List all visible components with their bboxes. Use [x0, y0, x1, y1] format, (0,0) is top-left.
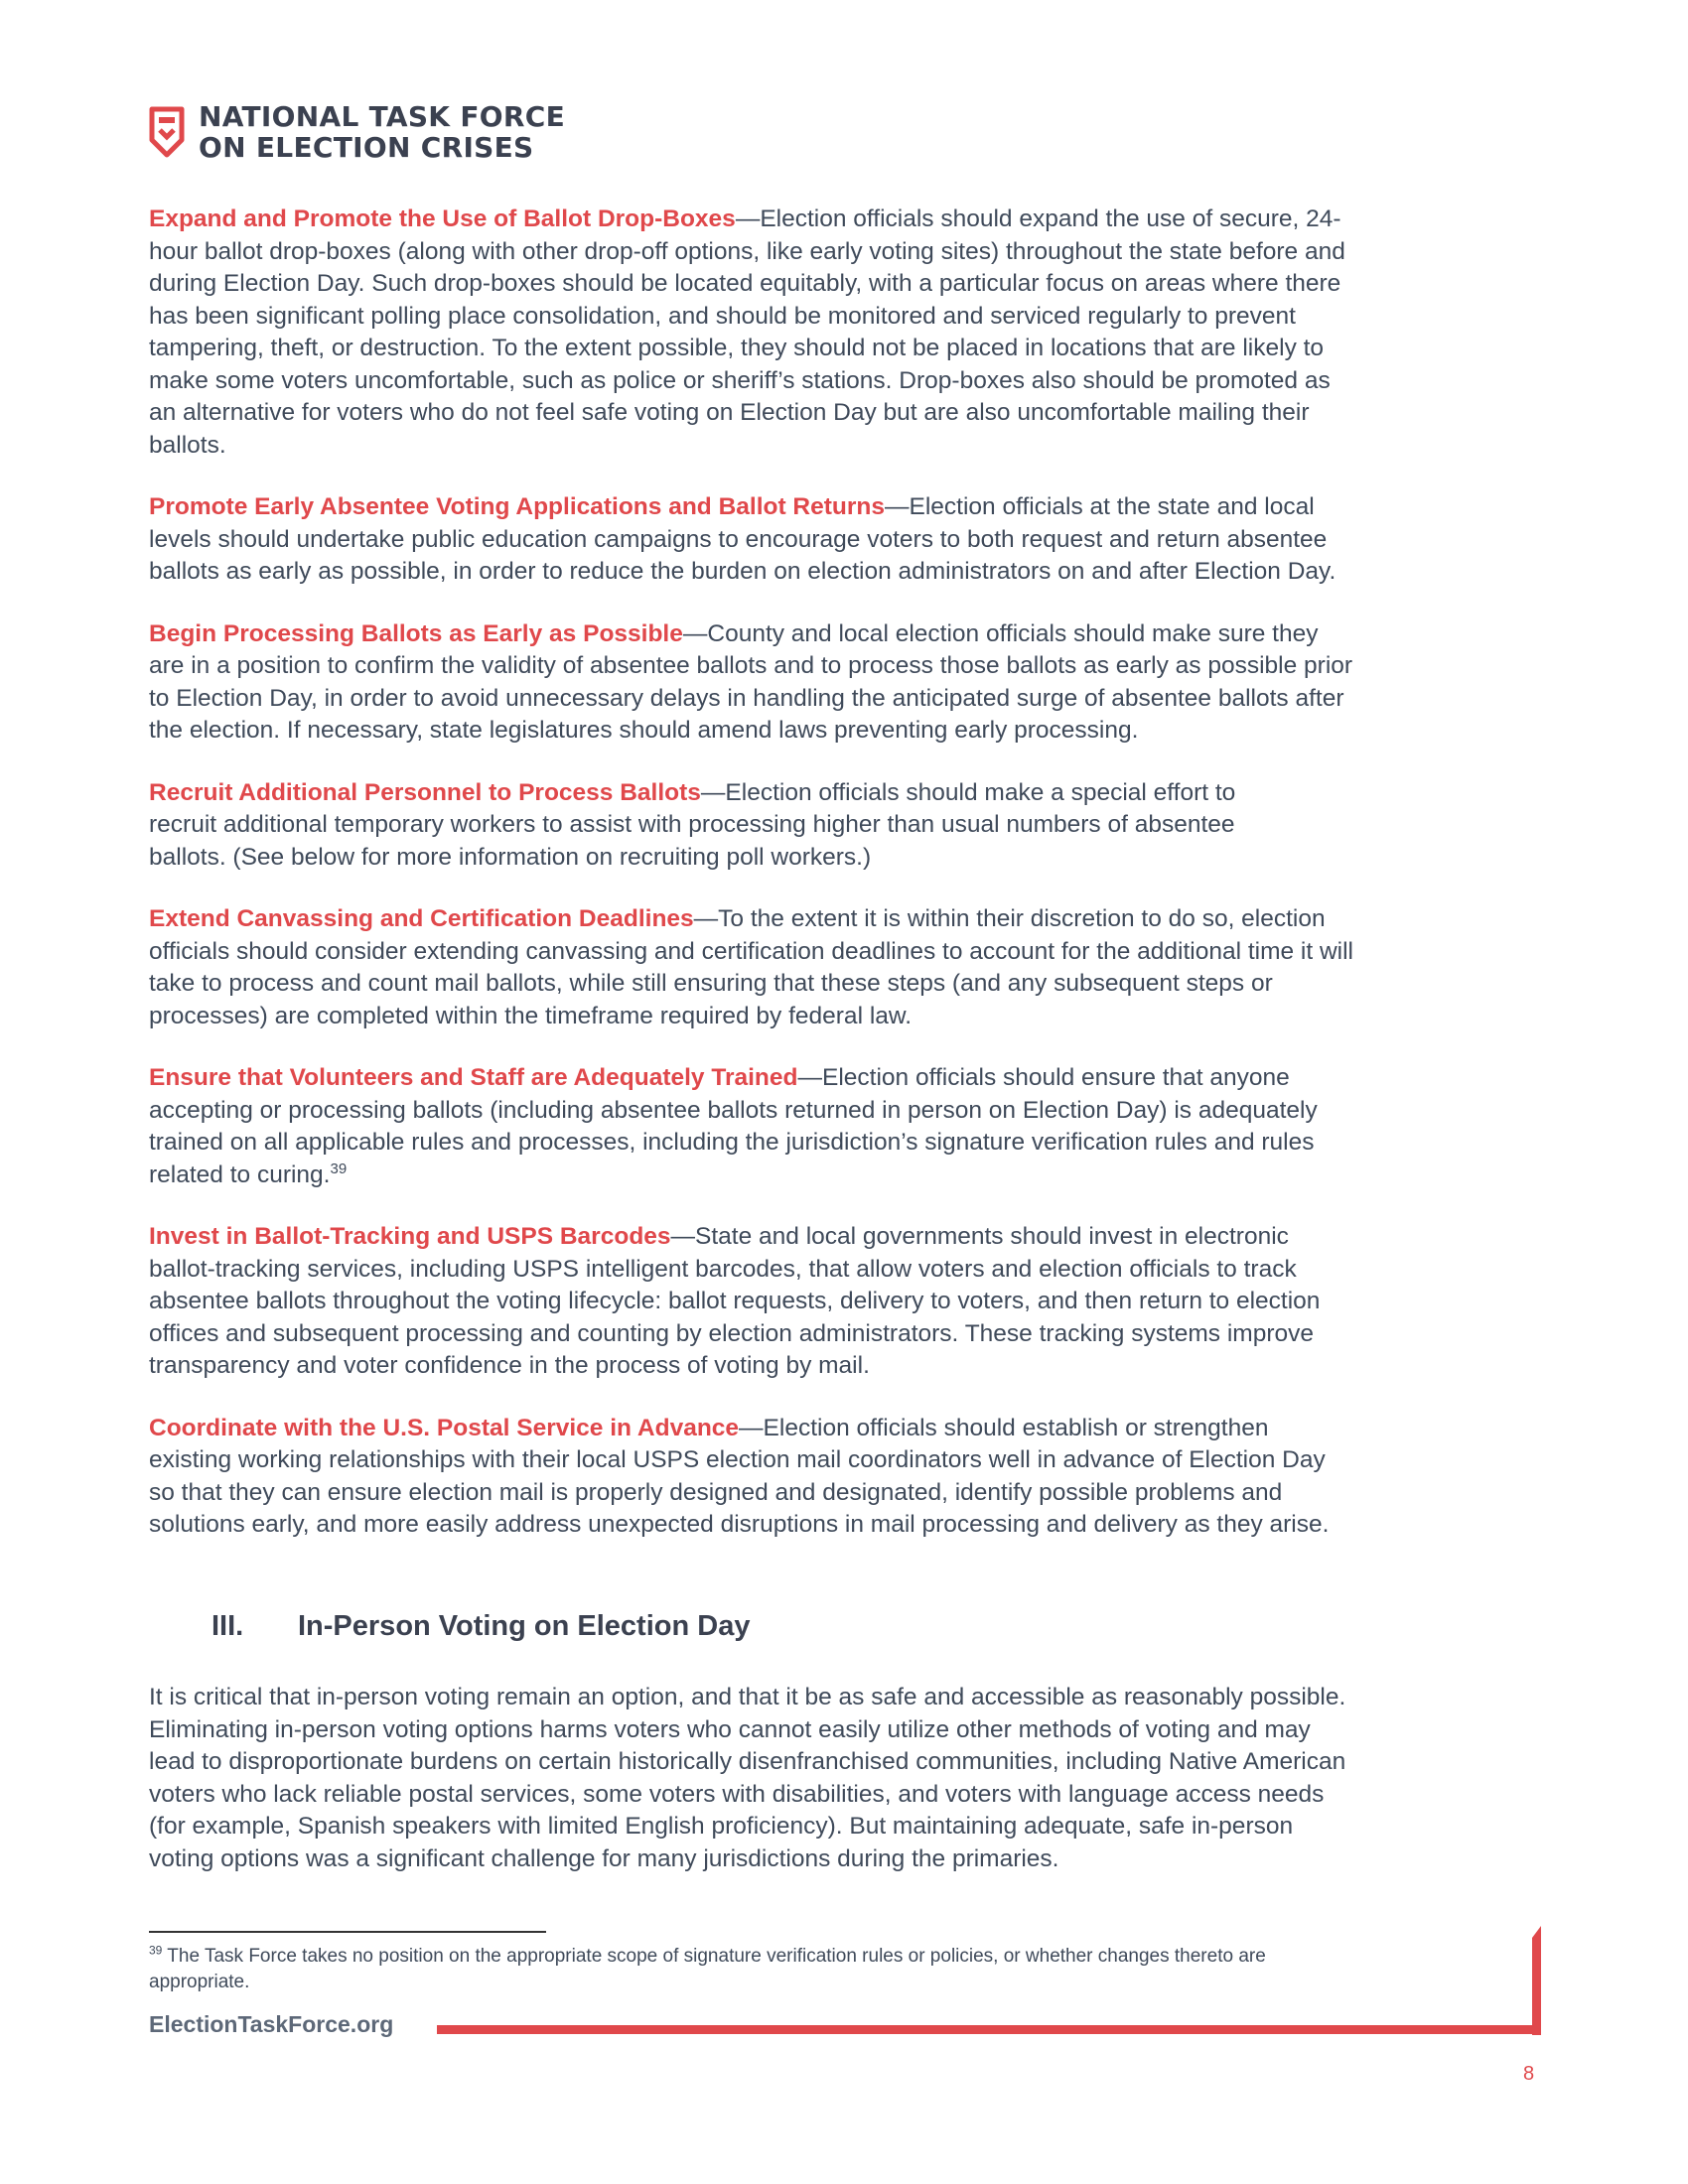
- section-number: III.: [211, 1610, 244, 1642]
- recommendation-body: —Election officials should expand the use of secure, 24- hour ballot drop-boxes (along with other drop-off options, like early voting sites) throughout the state before and during Election Day. Such drop-boxes should be located equitably, with a particular focus on areas where there has been significant polling place consolidation, and should be monitored and serviced regularly to prevent tampering, theft, or destruction. To the extent possible, they should not be placed in locations that are likely to make some voters uncomfortable, such as police or sheriff’s stations. Drop-boxes also should be promoted as an alternative for voters who do not feel safe voting on Election Day but are also uncomfortable mailing their ballots.: [149, 205, 1345, 459]
- recommendation-early-absentee: [149, 491, 1529, 589]
- recommendation-early-processing: [149, 618, 1529, 748]
- recommendation-usps-coordination: [149, 1413, 1529, 1542]
- recommendation-body: —Election officials should make a special effort to recruit additional temporary workers to assist with processing higher than usual numbers of absentee ballots. (See below for more information on recruiting poll workers.): [149, 778, 1236, 871]
- recommendations-list: [149, 204, 1529, 1571]
- recommendation-training: [149, 1062, 1529, 1191]
- recommendation-body: —State and local governments should invest in electronic ballot-tracking services, including USPS intelligent barcodes, that allow voters and election officials to track absentee ballots throughout the voting lifecycle: ballot requests, delivery to voters, and then return to election offices and subsequent processing and counting by election administrators. These tracking systems improve transparency and voter confidence in the process of voting by mail.: [149, 1223, 1321, 1379]
- section-heading: [211, 1610, 750, 1643]
- recommendation-title: Invest in Ballot-Tracking and USPS Barcodes: [149, 1223, 671, 1250]
- org-logo: [147, 101, 565, 163]
- recommendation-extend-deadlines: [149, 903, 1529, 1032]
- footnote-text: The Task Force takes no position on the appropriate scope of signature verification rules or policies, or whether changes thereto are appropriate.: [149, 1946, 1266, 1992]
- recommendation-body: —County and local election officials should make sure they are in a position to confirm the validity of absentee ballots and to process those ballots as early as possible prior to Election Day, in order to avoid unnecessary delays in handling the anticipated surge of absentee ballots after the election. If necessary, state legislatures should amend laws preventing early processing.: [149, 619, 1353, 744]
- section-title: In-Person Voting on Election Day: [298, 1610, 751, 1642]
- recommendation-body: —Election officials should ensure that anyone accepting or processing ballots (including absentee ballots returned in person on Election Day) is adequately trained on all applicable rules and processes, including the jurisdiction’s signature verification rules and rules related to curing.: [149, 1064, 1318, 1188]
- recommendation-title: Coordinate with the U.S. Postal Service in Advance: [149, 1414, 740, 1441]
- page-number: 8: [1523, 2063, 1535, 2085]
- recommendation-title: Ensure that Volunteers and Staff are Adequately Trained: [149, 1064, 798, 1091]
- ballot-box-logo-icon: [147, 106, 187, 158]
- website-link[interactable]: ElectionTaskForce.org: [149, 2011, 394, 2037]
- recommendation-title: Begin Processing Ballots as Early as Possible: [149, 619, 683, 647]
- recommendation-title: Recruit Additional Personnel to Process Ballots: [149, 778, 701, 806]
- recommendation-recruit-personnel: [149, 777, 1529, 875]
- footnote-divider: [149, 1931, 546, 1933]
- org-name-line1: NATIONAL TASK FORCE: [199, 100, 566, 133]
- recommendation-title: Promote Early Absentee Voting Applications and Ballot Returns: [149, 493, 886, 520]
- recommendation-body: —To the extent it is within their discretion to do so, election officials should consider extending canvassing and certification deadlines to account for the additional time it will take to process and count mail ballots, while still ensuring that these steps (and any subsequent steps or processes) are completed within the timeframe required by federal law.: [149, 905, 1354, 1029]
- footer-accent-vertical: [1532, 1926, 1541, 2035]
- recommendation-body: —Election officials should establish or strengthen existing working relationships with their local USPS election mail coordinators well in advance of Election Day so that they can ensure election mail is properly designed and designated, identify possible problems and solutions early, and more easily address unexpected disruptions in mail processing and delivery as they arise.: [149, 1414, 1330, 1538]
- footnote-number: 39: [149, 1943, 163, 1958]
- recommendation-title: Expand and Promote the Use of Ballot Drop-Boxes: [149, 205, 736, 232]
- recommendation-ballot-tracking: [149, 1221, 1529, 1383]
- section-intro-paragraph: It is critical that in-person voting remain an option, and that it be as safe and accessible as reasonably possible. Eliminating in-person voting options harms voters who cannot easily utilize other methods of voting and may lead to disproportionate burdens on certain historically disenfranchised communities, including Native American voters who lack reliable postal services, some voters with disabilities, and voters with language access needs (for example, Spanish speakers with limited English proficiency). But maintaining adequate, safe in-person voting options was a significant challenge for many jurisdictions during the primaries.: [149, 1684, 1346, 1872]
- recommendation-drop-boxes: [149, 204, 1529, 462]
- recommendation-title: Extend Canvassing and Certification Deadlines: [149, 905, 694, 932]
- footnote-reference[interactable]: 39: [330, 1160, 348, 1177]
- org-name-line2: ON ELECTION CRISES: [199, 131, 534, 164]
- footer-accent-line: [437, 2025, 1541, 2034]
- org-name: [199, 101, 565, 163]
- recommendation-body: —Election officials at the state and local levels should undertake public education campaigns to encourage voters to both request and return absentee ballots as early as possible, in order to reduce the burden on election administrators on and after Election Day.: [149, 493, 1336, 585]
- footnote: [149, 1944, 1529, 1995]
